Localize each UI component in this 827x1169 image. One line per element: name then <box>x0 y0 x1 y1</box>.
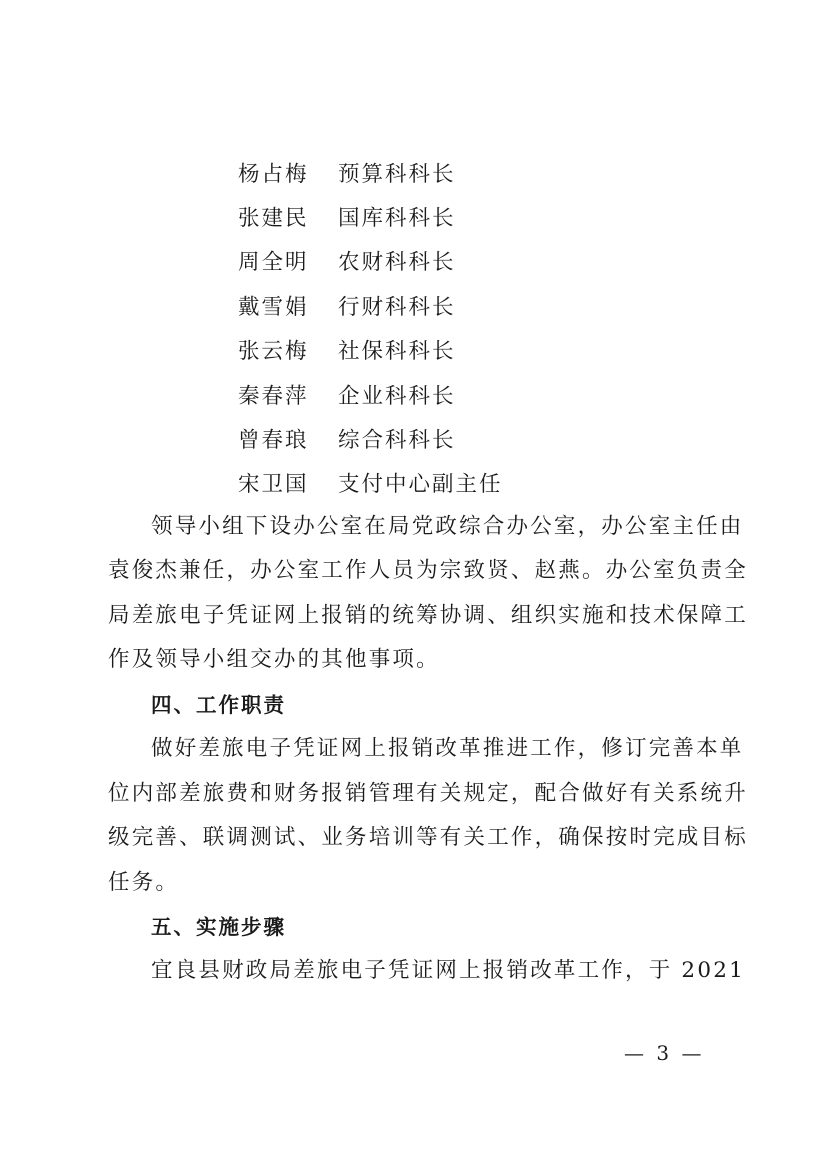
paragraph-line: 局差旅电子凭证网上报销的统筹协调、组织实施和技术保障工 <box>108 602 748 628</box>
member-name: 戴雪娟 <box>238 294 309 320</box>
section-4 <box>108 683 748 905</box>
member-row <box>238 239 503 283</box>
member-row <box>238 461 503 505</box>
paragraph-line: 任务。 <box>108 869 180 895</box>
member-title: 预算科科长 <box>338 161 456 187</box>
member-name: 秦春萍 <box>238 383 309 409</box>
member-name: 周全明 <box>238 250 309 276</box>
paragraph-line: 作及领导小组交办的其他事项。 <box>108 647 440 673</box>
member-name: 张云梅 <box>238 339 309 365</box>
member-row <box>238 150 503 194</box>
member-row <box>238 194 503 238</box>
member-row <box>238 372 503 416</box>
section-heading: 五、实施步骤 <box>151 915 286 939</box>
member-row <box>238 283 503 327</box>
section-heading: 四、工作职责 <box>151 693 286 717</box>
member-title: 企业科科长 <box>338 383 456 409</box>
member-name: 张建民 <box>238 206 309 232</box>
paragraph-line: 位内部差旅费和财务报销管理有关规定，配合做好有关系统升 <box>108 780 748 806</box>
member-name: 宋卫国 <box>238 472 309 498</box>
member-title: 农财科科长 <box>338 250 456 276</box>
paragraph-line: 袁俊杰兼任，办公室工作人员为宗致贤、赵燕。办公室负责全 <box>108 558 748 584</box>
member-list <box>238 150 503 505</box>
section-5 <box>108 905 745 994</box>
member-title: 支付中心副主任 <box>338 472 503 498</box>
member-name: 杨占梅 <box>238 161 309 187</box>
paragraph-line: 领导小组下设办公室在局党政综合办公室，办公室主任由 <box>151 514 744 539</box>
member-row <box>238 416 503 460</box>
page-number: — 3 — <box>624 1041 705 1065</box>
paragraph-line: 级完善、联调测试、业务培训等有关工作，确保按时完成目标 <box>108 825 748 851</box>
member-name: 曾春琅 <box>238 428 309 454</box>
office-paragraph <box>108 505 748 683</box>
member-title: 行财科科长 <box>338 294 456 320</box>
member-title: 综合科科长 <box>338 428 456 454</box>
paragraph-line: 做好差旅电子凭证网上报销改革推进工作，修订完善本单 <box>151 736 744 762</box>
member-title: 国库科科长 <box>338 206 456 232</box>
member-row <box>238 328 503 372</box>
paragraph-line: 宜良县财政局差旅电子凭证网上报销改革工作，于 2021 <box>151 958 745 984</box>
member-title: 社保科科长 <box>338 339 456 365</box>
